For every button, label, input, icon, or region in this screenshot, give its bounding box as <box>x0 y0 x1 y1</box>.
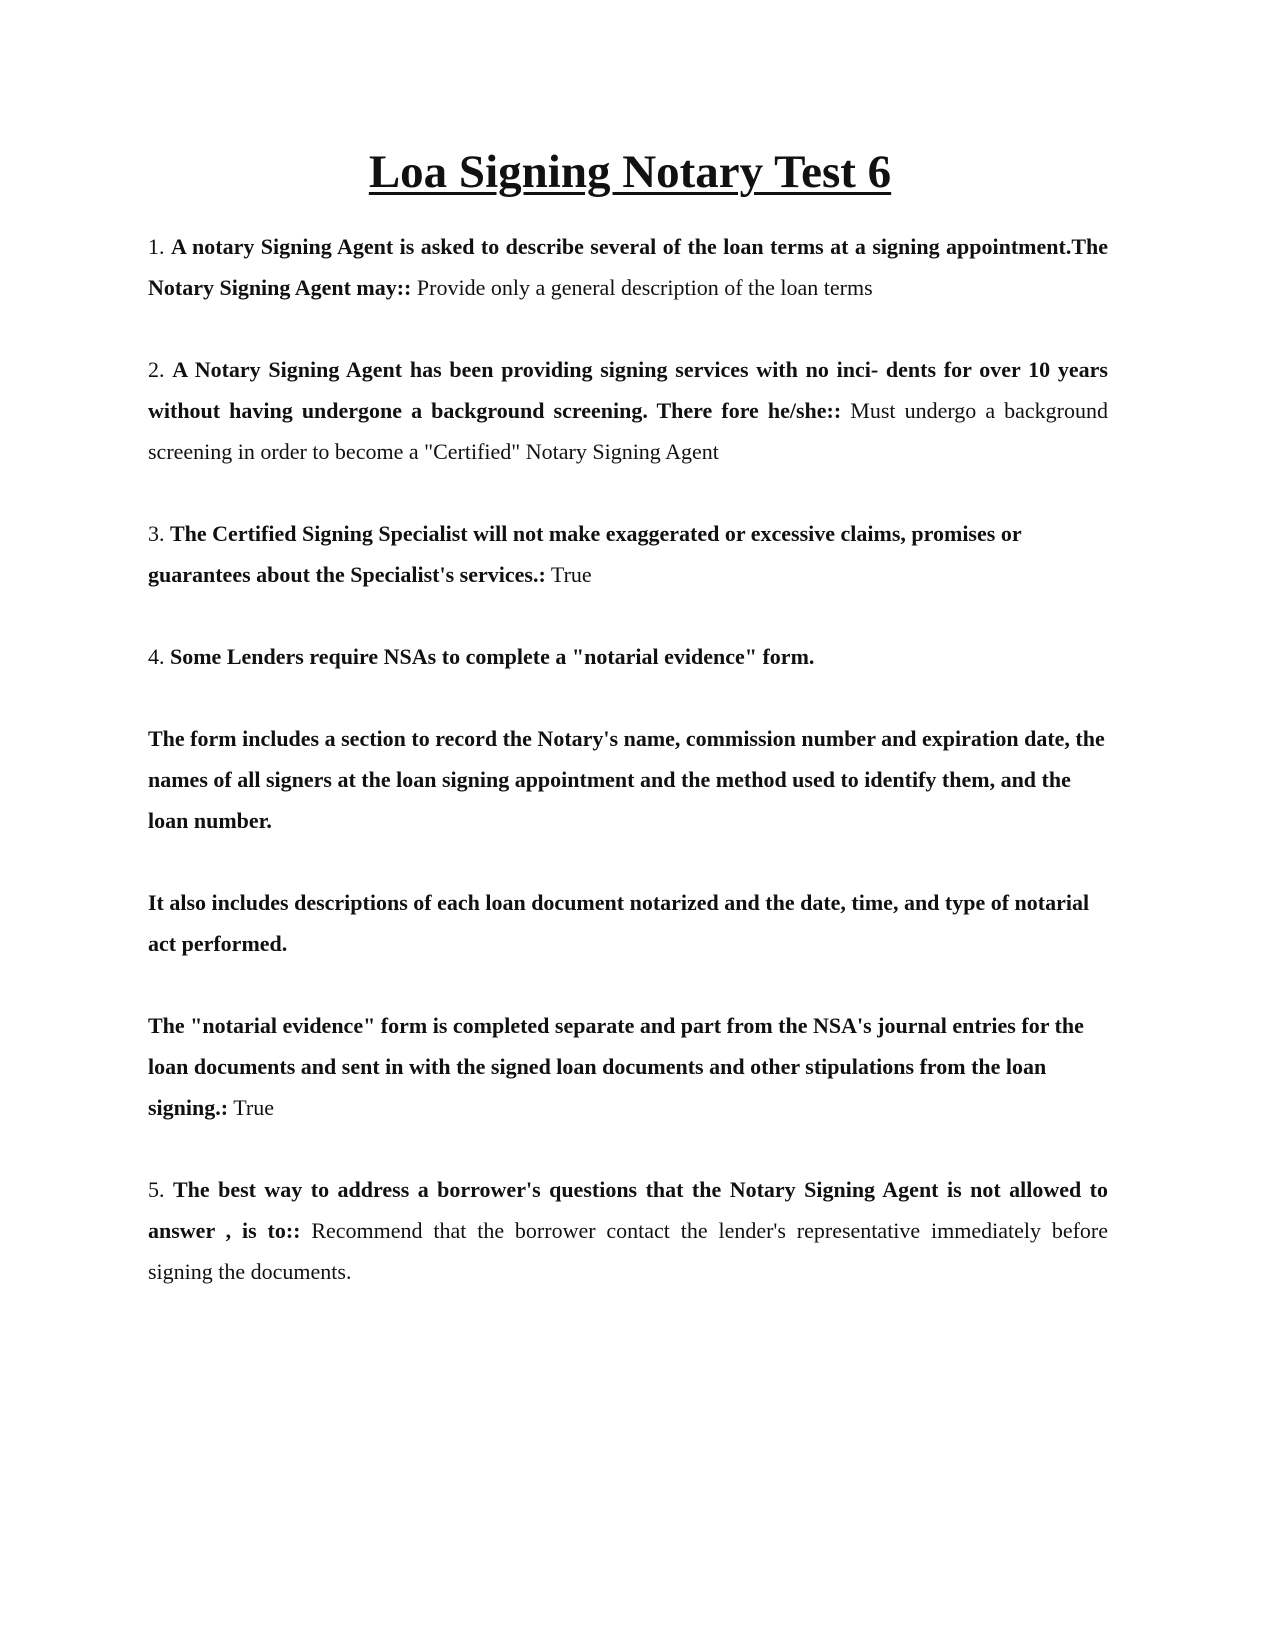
question-text-part-2: The form includes a section to record the Notary's name, commission number and expiration date, the names of all signers at the loan signing appointment and the method used to identify them, and the loan number. <box>148 726 1105 833</box>
question-list <box>148 226 1108 1333</box>
question-number: 3. <box>148 521 165 546</box>
question-item-4-continued-2 <box>148 882 1108 964</box>
question-item-3 <box>148 513 1108 595</box>
question-text-part-4: The "notarial evidence" form is completed separate and part from the NSA's journal entries for the loan documents and sent in with the signed loan documents and other stipulations from the loan signing.: <box>148 1013 1084 1120</box>
question-text: The best way to address a borrower's questions that the Notary Signing Agent is not allowed to answer , is to:: <box>148 1177 1108 1243</box>
question-text-part-1: Some Lenders require NSAs to complete a "notarial evidence" form. <box>170 644 815 669</box>
question-item-4-continued-1 <box>148 718 1108 841</box>
answer-text: True <box>550 562 592 587</box>
question-number: 5. <box>148 1177 165 1202</box>
answer-text: Must undergo a background screening in order to become a "Certified" Notary Signing Agent <box>148 398 1109 464</box>
question-item-2 <box>148 349 1108 472</box>
answer-text: Recommend that the borrower contact the lender's representative immediately before signing the documents. <box>148 1218 1109 1284</box>
question-text: A Notary Signing Agent has been providing signing services with no inci- dents for over 10 years without having undergone a background screening. There fore he/she:: <box>148 357 1108 423</box>
question-text: The Certified Signing Specialist will not make exaggerated or excessive claims, promises or guarantees about the Specialist's services.: <box>148 521 1022 587</box>
question-number: 2. <box>148 357 165 382</box>
question-item-5 <box>148 1169 1108 1292</box>
answer-text: True <box>233 1095 274 1120</box>
question-text-part-3: It also includes descriptions of each loan document notarized and the date, time, and type of notarial act performed. <box>148 890 1090 956</box>
question-number: 1. <box>148 234 165 259</box>
question-text: A notary Signing Agent is asked to describe several of the loan terms at a signing appointment.The Notary Signing Agent may:: <box>148 234 1109 300</box>
question-item-1 <box>148 226 1108 308</box>
document-title: Loa Signing Notary Test 6 <box>368 146 892 198</box>
question-number: 4. <box>148 644 165 669</box>
answer-text: Provide only a general description of the loan terms <box>416 275 873 300</box>
question-item-4 <box>148 636 1108 677</box>
question-item-4-continued-3 <box>148 1005 1108 1128</box>
